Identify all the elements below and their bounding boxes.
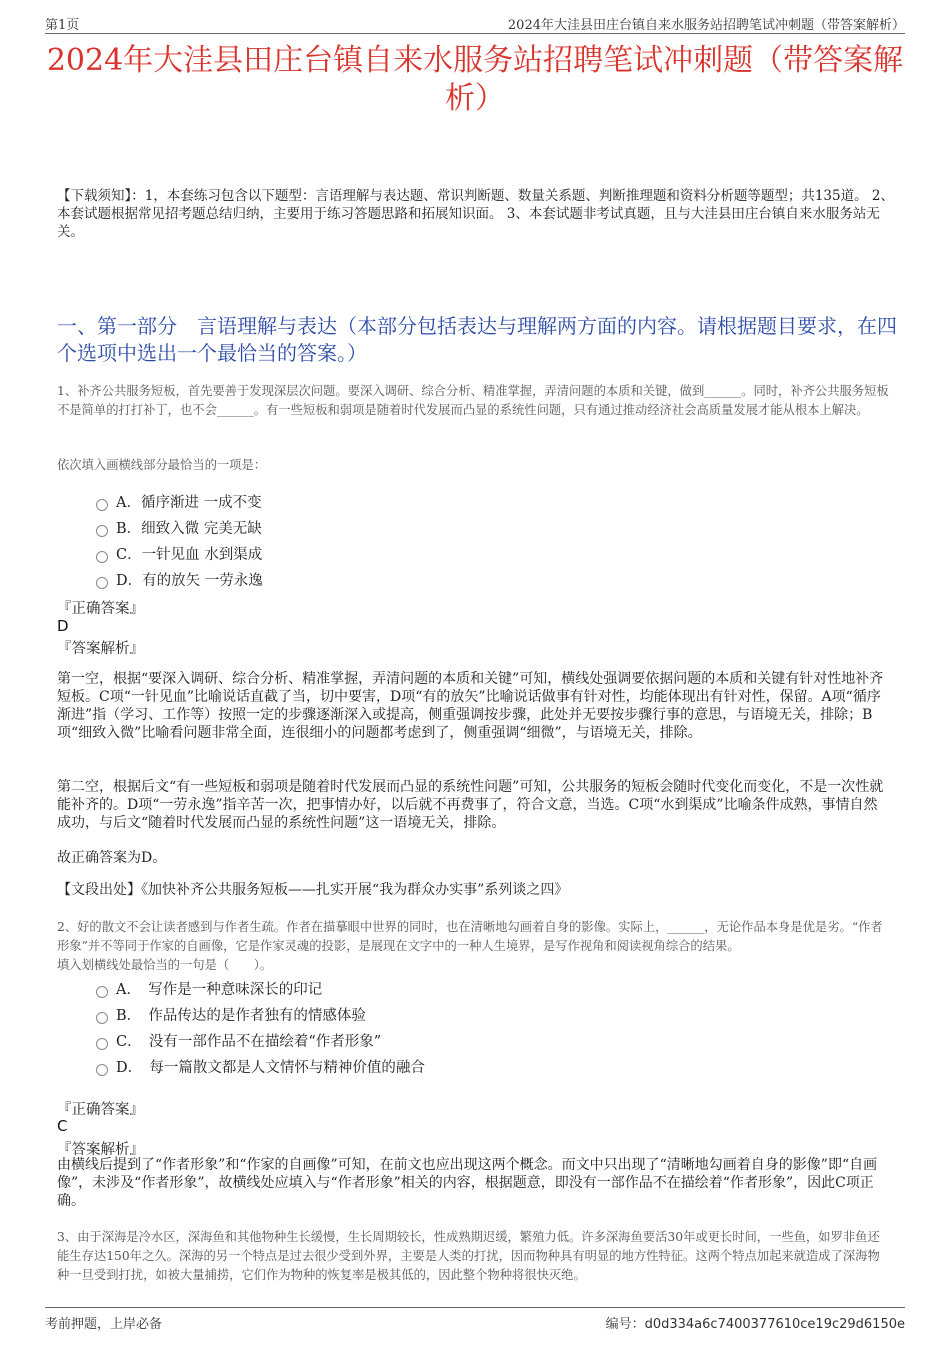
q2-answer-label: 『正确答案』	[57, 1102, 144, 1118]
option-label: C．一针见血 水到渠成	[116, 547, 263, 563]
footer-code	[606, 1313, 905, 1332]
option-label: A． 写作是一种意味深长的印记	[116, 982, 323, 998]
footer-divider	[45, 1307, 905, 1308]
q1-analysis-para-1: 第一空，根据“要深入调研、综合分析、精准掌握，弄清问题的本质和关键”可知，横线处强调要依据问题的本质和关键有针对性地补齐短板。C项“一针见血”比喻说话直截了当，切中要害，D项“有的放矢”比喻说话做事有针对性，均能体现出有针对性，保留。A项“循序渐进”指（学习、工作等）按照一定的步骤逐渐深入或提高，侧重强调按步骤，此处并无要按步骤行事的意思，与语境无关，排除；B项“细致入微”比喻看问题非常全面，连很细小的问题都考虑到了，侧重强调“细微”，与语境无关，排除。	[57, 671, 884, 741]
q1-analysis-para-2: 第二空，根据后文“有一些短板和弱项是随着时代发展而凸显的系统性问题”可知，公共服务的短板会随时代变化而变化，不是一次性就能补齐的。D项“一劳永逸”指辛苦一次，把事情办好，以后就不再费事了，符合文意，当选。C项“水到渠成”比喻条件成熟，事情自然成功，与后文“随着时代发展而凸显的系统性问题”这一语境无关，排除。	[57, 779, 884, 831]
page-title: 2024年大洼县田庄台镇自来水服务站招聘笔试冲刺题（带答案解析）	[46, 43, 904, 116]
download-notice: 【下载须知】：1，本套练习包含以下题型：言语理解与表达题、常识判断题、数量关系题、判断推理题和资料分析题等题型；共135道。 2、本套试题根据常见招考题总结归纳，主要用于练习答题思路和拓展知识面。 3、本套试题非考试真题，且与大洼县田庄台镇自来水服务站无关。	[57, 188, 894, 240]
q2-option-b[interactable]	[96, 1004, 366, 1025]
option-label: B． 作品传达的是作者独有的情感体验	[116, 1008, 366, 1024]
header-doc-title: 2024年大洼县田庄台镇自来水服务站招聘笔试冲刺题（带答案解析）	[507, 18, 905, 33]
q1-answer-label: 『正确答案』	[57, 601, 144, 617]
footer-code-value: d0d334a6c7400377610ce19c29d6150e	[644, 1317, 905, 1332]
radio-icon[interactable]	[96, 986, 108, 998]
header-page-number: 第1页	[45, 18, 80, 33]
radio-icon[interactable]	[96, 577, 108, 589]
q2-option-a[interactable]	[96, 978, 322, 999]
option-label: D． 每一篇散文都是人文情怀与精神价值的融合	[116, 1060, 425, 1076]
header-divider	[45, 33, 905, 34]
radio-icon[interactable]	[96, 525, 108, 537]
q2-text: 2、好的散文不会让读者感到与作者生疏。作者在描摹眼中世界的同时，也在清晰地勾画着自身的影像。实际上，______，无论作品本身是优是劣。“作者形象”并不等同于作家的自画像，它是作家灵魂的投影，是展现在文字中的一种人生境界，是写作视角和阅读视角综合的结果。	[57, 920, 883, 953]
q1-prompt: 依次填入画横线部分最恰当的一项是：	[57, 458, 267, 472]
q1-option-a[interactable]	[96, 491, 262, 512]
q1-option-d[interactable]	[96, 569, 263, 590]
q1-answer-value: D	[57, 617, 69, 635]
section-heading: 一、第一部分 言语理解与表达（本部分包括表达与理解两方面的内容。请根据题目要求，在四个选项中选出一个最恰当的答案。）	[57, 314, 897, 365]
q1-analysis-conclusion: 故正确答案为D。	[57, 850, 167, 866]
q3-text: 3、由于深海是冷水区，深海鱼和其他物种生长缓慢，生长周期较长，性成熟期迟缓，繁殖力低。许多深海鱼要活30年或更长时间，一些鱼，如罗非鱼还能生存达150年之久。深海的另一个特点是过去很少受到外界，主要是人类的打扰，因而物种具有明显的地方性特征。这两个特点加起来就造成了深海物种一旦受到打扰，如被大量捕捞，它们作为物种的恢复率是极其低的，因此整个物种将很快灭绝。	[57, 1230, 880, 1282]
q1-source: 【文段出处】《加快补齐公共服务短板——扎实开展“我为群众办实事”系列谈之四》	[57, 882, 569, 898]
q2-prompt: 填入划横线处最恰当的一句是（ ）。	[57, 958, 273, 972]
radio-icon[interactable]	[96, 551, 108, 563]
q1-text: 1、补齐公共服务短板，首先要善于发现深层次问题。要深入调研、综合分析、精准掌握，弄清问题的本质和关键，做到______。同时，补齐公共服务短板不是简单的打打补丁，也不会______。有一些短板和弱项是随着时代发展而凸显的系统性问题，只有通过推动经济社会高质量发展才能从根本上解决。	[57, 384, 889, 417]
q2-analysis-label: 『答案解析』	[57, 1142, 144, 1158]
q2-analysis: 由横线后提到了“作者形象”和“作家的自画像”可知，在前文也应出现这两个概念。而文中只出现了“清晰地勾画着自身的影像”即“自画像”，未涉及“作者形象”，故横线处应填入与“作者形象”相关的内容，根据题意，即没有一部作品不在描绘着“作者形象”，因此C项正确。	[57, 1157, 878, 1209]
q1-option-b[interactable]	[96, 517, 262, 538]
footer-slogan: 考前押题，上岸必备	[45, 1317, 163, 1332]
option-label: C． 没有一部作品不在描绘着“作者形象”	[116, 1034, 382, 1050]
radio-icon[interactable]	[96, 499, 108, 511]
radio-icon[interactable]	[96, 1038, 108, 1050]
option-label: B．细致入微 完美无缺	[116, 521, 262, 537]
footer-code-label: 编号：	[605, 1317, 645, 1332]
option-label: D．有的放矢 一劳永逸	[116, 573, 263, 589]
q2-option-d[interactable]	[96, 1056, 425, 1077]
q2-answer-value: C	[57, 1117, 68, 1135]
option-label: A．循序渐进 一成不变	[116, 495, 262, 511]
q1-analysis-label: 『答案解析』	[57, 641, 144, 657]
radio-icon[interactable]	[96, 1064, 108, 1076]
q1-option-c[interactable]	[96, 543, 262, 564]
q2-option-c[interactable]	[96, 1030, 381, 1051]
radio-icon[interactable]	[96, 1012, 108, 1024]
